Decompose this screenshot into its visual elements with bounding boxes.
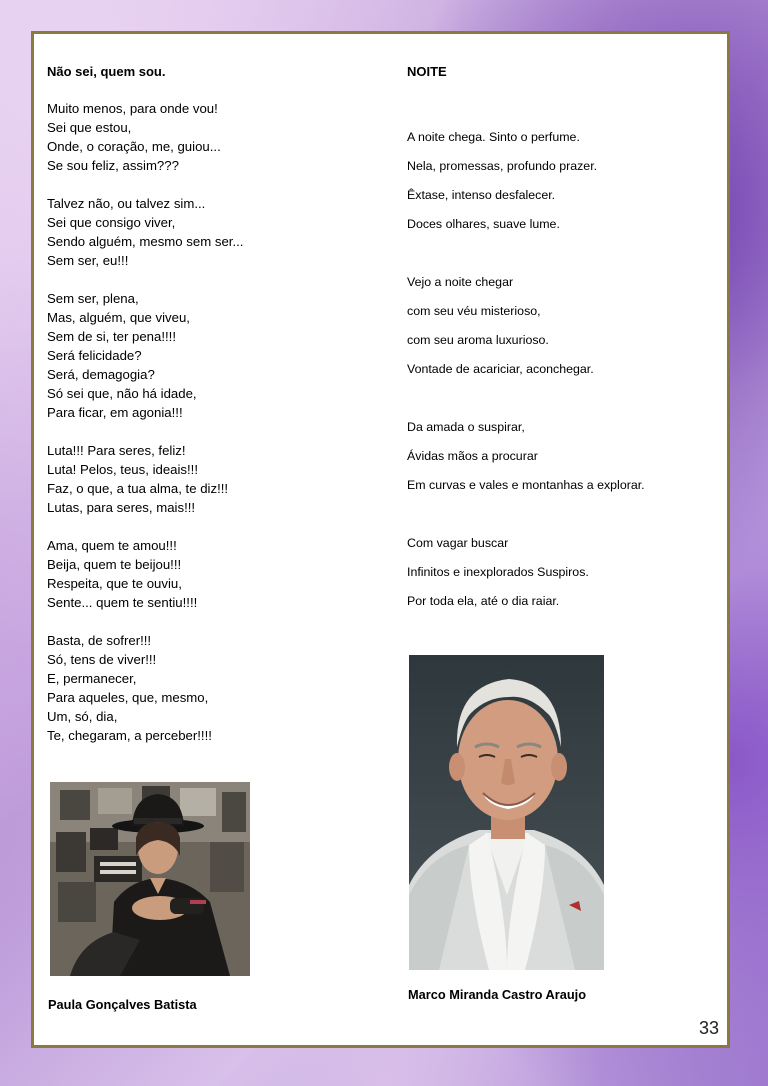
author-photo-paula [50, 782, 250, 976]
portrait-woman-hat-image [50, 782, 250, 976]
right-poem-line: Por toda ela, até o dia raiar. [407, 594, 560, 608]
left-poem-line: Se sou feliz, assim??? [47, 158, 179, 173]
left-poem-line: Um, só, dia, [47, 709, 118, 724]
left-poem-line: Será, demagogia? [47, 367, 155, 382]
left-poem-line: Mas, alguém, que viveu, [47, 310, 190, 325]
left-poem-line: Sente... quem te sentiu!!!! [47, 595, 198, 610]
left-poem-line: Beija, quem te beijou!!! [47, 557, 182, 572]
right-poem-line: A noite chega. Sinto o perfume. [407, 130, 580, 144]
left-poem-stanza [47, 536, 377, 612]
page-number: 33 [698, 1018, 719, 1038]
left-column [47, 62, 377, 745]
left-poem-line: Luta! Pelos, teus, ideais!!! [47, 462, 199, 477]
right-poem-line: Êxtase, intenso desfalecer. [407, 188, 556, 202]
right-poem-stanza [407, 268, 717, 384]
right-poem-line: com seu aroma luxurioso. [407, 333, 549, 347]
left-poem-line: Sem de si, ter pena!!!! [47, 329, 177, 344]
left-poem-line: Sei que estou, [47, 120, 132, 135]
left-poem-line: Ama, quem te amou!!! [47, 538, 177, 553]
author-photo-marco [409, 655, 604, 970]
left-poem-line: E, permanecer, [47, 671, 137, 686]
left-poem-line: Só sei que, não há idade, [47, 386, 197, 401]
left-poem-line: Faz, o que, a tua alma, te diz!!! [47, 481, 229, 496]
right-poem-line: Com vagar buscar [407, 536, 509, 550]
left-poem-line: Sei que consigo viver, [47, 215, 176, 230]
author-name-marco: Marco Miranda Castro Araujo [408, 987, 587, 1002]
right-poem-line: Vontade de acariciar, aconchegar. [407, 362, 594, 376]
author-name-paula: Paula Gonçalves Batista [48, 997, 197, 1012]
left-poem-stanza [47, 194, 377, 270]
left-poem-line: Onde, o coração, me, guiou... [47, 139, 221, 154]
left-poem-line: Respeita, que te ouviu, [47, 576, 182, 591]
left-poem-line: Talvez não, ou talvez sim... [47, 196, 206, 211]
left-poem-line: Só, tens de viver!!! [47, 652, 157, 667]
left-poem-stanza [47, 99, 377, 175]
portrait-man-smiling-image [409, 655, 604, 970]
left-poem-line: Te, chegaram, a perceber!!!! [47, 728, 212, 743]
left-poem-line: Luta!!! Para seres, feliz! [47, 443, 186, 458]
left-poem-line: Lutas, para seres, mais!!! [47, 500, 196, 515]
page-frame [31, 31, 730, 1048]
right-poem-stanza [407, 123, 717, 239]
right-poem-body [407, 123, 717, 616]
left-poem-line: Sendo alguém, mesmo sem ser... [47, 234, 244, 249]
left-poem-stanza [47, 631, 377, 745]
left-poem-line: Será felicidade? [47, 348, 142, 363]
left-poem-stanza [47, 289, 377, 422]
right-poem-line: Vejo a noite chegar [407, 275, 514, 289]
left-poem-line: Sem ser, eu!!! [47, 253, 129, 268]
right-column [407, 62, 717, 616]
right-poem-line: Nela, promessas, profundo prazer. [407, 159, 598, 173]
left-poem-body [47, 99, 377, 745]
left-poem-line: Muito menos, para onde vou! [47, 101, 218, 116]
left-poem-line: Para aqueles, que, mesmo, [47, 690, 209, 705]
left-poem-line: Sem ser, plena, [47, 291, 139, 306]
right-poem-line: Doces olhares, suave lume. [407, 217, 560, 231]
right-poem-stanza [407, 413, 717, 500]
right-poem-line: Em curvas e vales e montanhas a explorar. [407, 478, 645, 492]
right-poem-stanza [407, 529, 717, 616]
right-poem-line: com seu véu misterioso, [407, 304, 541, 318]
right-poem-line: Infinitos e inexplorados Suspiros. [407, 565, 589, 579]
left-poem-line: Basta, de sofrer!!! [47, 633, 152, 648]
left-poem-title: Não sei, quem sou. [47, 64, 166, 79]
right-poem-title: NOITE [407, 64, 447, 79]
left-poem-stanza [47, 441, 377, 517]
right-poem-line: Ávidas mãos a procurar [407, 449, 538, 463]
left-poem-line: Para ficar, em agonia!!! [47, 405, 183, 420]
right-poem-line: Da amada o suspirar, [407, 420, 525, 434]
